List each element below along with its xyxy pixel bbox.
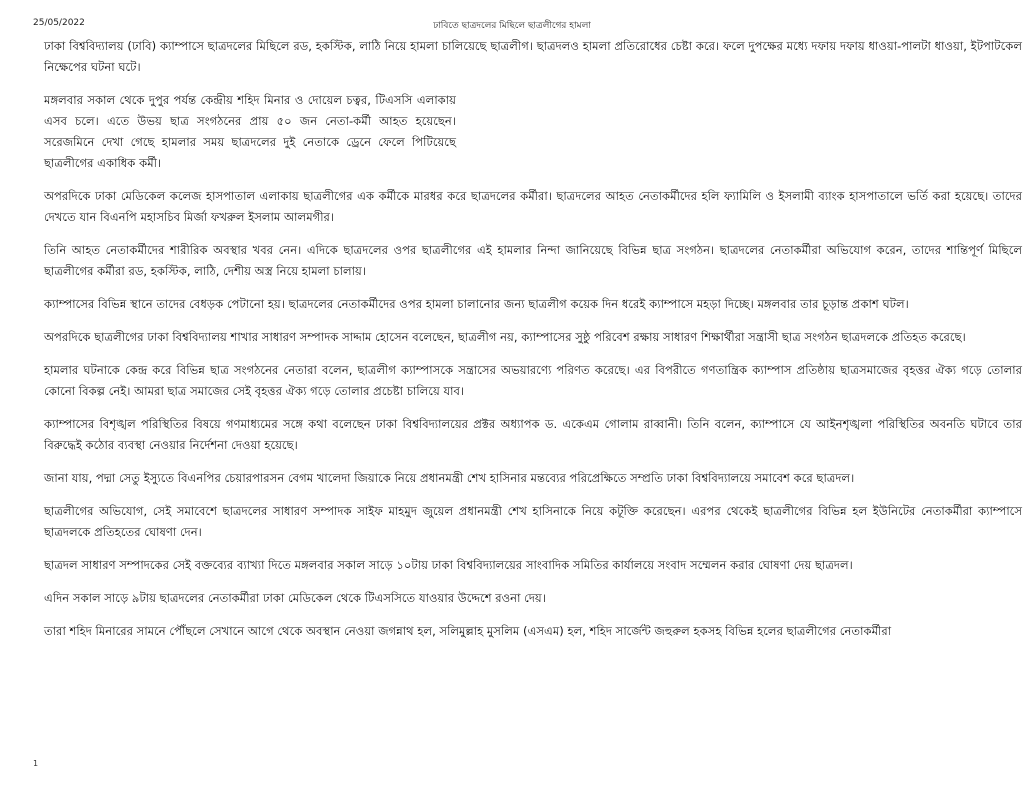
paragraph: এদিন সকাল সাড়ে ৯টায় ছাত্রদলের নেতাকর্মীরা ঢাকা মেডিকেল থেকে টিএসসিতে যাওয়ার উদ্দেশে রওনা দেয়। (44, 591, 546, 605)
paragraph: ক্যাম্পাসের বিভিন্ন স্থানে তাদের বেধড়ক পেটানো হয়। ছাত্রদলের নেতাকর্মীদের ওপর হামলা চালানোর জন্য ছাত্রলীগ কয়েক দিন ধরেই ক্যাম্পাসে মহড়া দিচ্ছে। মঙ্গলবার তার চূড়ান্ত প্রকাশ ঘটল। (44, 297, 909, 311)
article-body (44, 36, 1022, 654)
paragraph: অপরদিকে ছাত্রলীগের ঢাকা বিশ্ববিদ্যালয় শাখার সাধারণ সম্পাদক সাদ্দাম হোসেন বলেছেন, ছাত্রলীগ নয়, ক্যাম্পাসের সুষ্ঠু পরিবেশ রক্ষায় সাধারণ শিক্ষার্থীরা সন্ত্রাসী ছাত্র সংগঠন ছাত্রদলকে প্রতিহত করেছে। (44, 330, 966, 344)
page-header (0, 18, 1024, 32)
paragraph: তিনি আহত নেতাকর্মীদের শারীরিক অবস্থার খবর নেন। এদিকে ছাত্রদলের ওপর ছাত্রলীগের এই হামলার নিন্দা জানিয়েছে বিভিন্ন ছাত্র সংগঠন। ছাত্রদলের নেতাকর্মীরা অভিযোগ করেন, তাদের শান্তিপূর্ণ মিছিলে ছাত্রলীগের কর্মীরা রড, হকস্টিক, লাঠি, দেশীয় অস্ত্র নিয়ে হামলা চালায়। (44, 243, 1022, 278)
paragraph: মঙ্গলবার সকাল থেকে দুপুর পর্যন্ত কেন্দ্রীয় শহিদ মিনার ও দোয়েল চত্বর, টিএসসি এলাকায় এসব চলে। এতে উভয় ছাত্র সংগঠনের প্রায় ৫০ জন নেতা-কর্মী আহত হয়েছেন। সরেজমিনে দেখা গেছে হামলার সময় ছাত্রদলের দুই নেতাকে ড্রেনে ফেলে পিটিয়েছে ছাত্রলীগের একাধিক কর্মী। (44, 93, 456, 170)
page-marker: 1 (33, 759, 39, 768)
print-date: 25/05/2022 (33, 18, 85, 28)
paragraph: ছাত্রদল সাধারণ সম্পাদকের সেই বক্তব্যের ব্যাখ্যা দিতে মঙ্গলবার সকাল সাড়ে ১০টায় ঢাকা বিশ্ববিদ্যালয়ের সাংবাদিক সমিতির কার্যালয়ে সংবাদ সম্মেলন করার ঘোষণা দেয় ছাত্রদল। (44, 558, 853, 572)
paragraph: তারা শহিদ মিনারের সামনে পৌঁছলে সেখানে আগে থেকে অবস্থান নেওয়া জগন্নাথ হল, সলিমুল্লাহ মুসলিম (এসএম) হল, শহিদ সার্জেন্ট জহুরুল হকসহ বিভিন্ন হলের ছাত্রলীগের নেতাকর্মীরা (44, 624, 892, 638)
paragraph: ঢাকা বিশ্ববিদ্যালয় (ঢাবি) ক্যাম্পাসে ছাত্রদলের মিছিলে রড, হকস্টিক, লাঠি নিয়ে হামলা চালিয়েছে ছাত্রলীগ। ছাত্রদলও হামলা প্রতিরোধের চেষ্টা করে। ফলে দুপক্ষের মধ্যে দফায় দফায় ধাওয়া-পালটা ধাওয়া, ইটপাটকেল নিক্ষেপের ঘটনা ঘটে। (44, 39, 1022, 74)
paragraph: ছাত্রলীগের অভিযোগ, সেই সমাবেশে ছাত্রদলের সাধারণ সম্পাদক সাইফ মাহমুদ জুয়েল প্রধানমন্ত্রী শেখ হাসিনাকে নিয়ে কটূক্তি করেছেন। এরপর থেকেই ছাত্রলীগের বিভিন্ন হল ইউনিটের নেতাকর্মীরা ক্যাম্পাসে ছাত্রদলকে প্রতিহতের ঘোষণা দেন। (44, 504, 1022, 539)
page-title: ঢাবিতে ছাত্রদলের মিছিলে ছাত্রলীগের হামলা (433, 21, 591, 31)
paragraph: হামলার ঘটনাকে কেন্দ্র করে বিভিন্ন ছাত্র সংগঠনের নেতারা বলেন, ছাত্রলীগ ক্যাম্পাসকে সন্ত্রাসের অভয়ারণ্যে পরিণত করেছে। এর বিপরীতে গণতান্ত্রিক ক্যাম্পাস প্রতিষ্ঠায় ছাত্রসমাজের বৃহত্তর ঐক্য গড়ে তোলার কোনো বিকল্প নেই। আমরা ছাত্র সমাজের সেই বৃহত্তর ঐক্য গড়ে তোলার প্রচেষ্টা চালিয়ে যাব। (44, 363, 1022, 398)
paragraph: অপরদিকে ঢাকা মেডিকেল কলেজ হাসপাতাল এলাকায় ছাত্রলীগের এক কর্মীকে মারধর করে ছাত্রদলের কর্মীরা। ছাত্রদলের আহত নেতাকর্মীদের হলি ফ্যামিলি ও ইসলামী ব্যাংক হাসপাতালে ভর্তি করা হয়েছে। তাদের দেখতে যান বিএনপি মহাসচিব মির্জা ফখরুল ইসলাম আলমগীর। (44, 189, 1022, 224)
paragraph: জানা যায়, পদ্মা সেতু ইস্যুতে বিএনপির চেয়ারপারসন বেগম খালেদা জিয়াকে নিয়ে প্রধানমন্ত্রী শেখ হাসিনার মন্তব্যের পরিপ্রেক্ষিতে সম্প্রতি ঢাকা বিশ্ববিদ্যালয়ে সমাবেশ করে ছাত্রদল। (44, 471, 855, 485)
paragraph: ক্যাম্পাসের বিশৃঙ্খল পরিস্থিতির বিষয়ে গণমাধ্যমের সঙ্গে কথা বলেছেন ঢাকা বিশ্ববিদ্যালয়ের প্রক্টর অধ্যাপক ড. একেএম গোলাম রাব্বানী। তিনি বলেন, ক্যাম্পাসে যে আইনশৃঙ্খলা পরিস্থিতির অবনতি ঘটাবে তার বিরুদ্ধেই কঠোর ব্যবস্থা নেওয়ার নির্দেশনা দেওয়া হয়েছে। (44, 417, 1022, 452)
